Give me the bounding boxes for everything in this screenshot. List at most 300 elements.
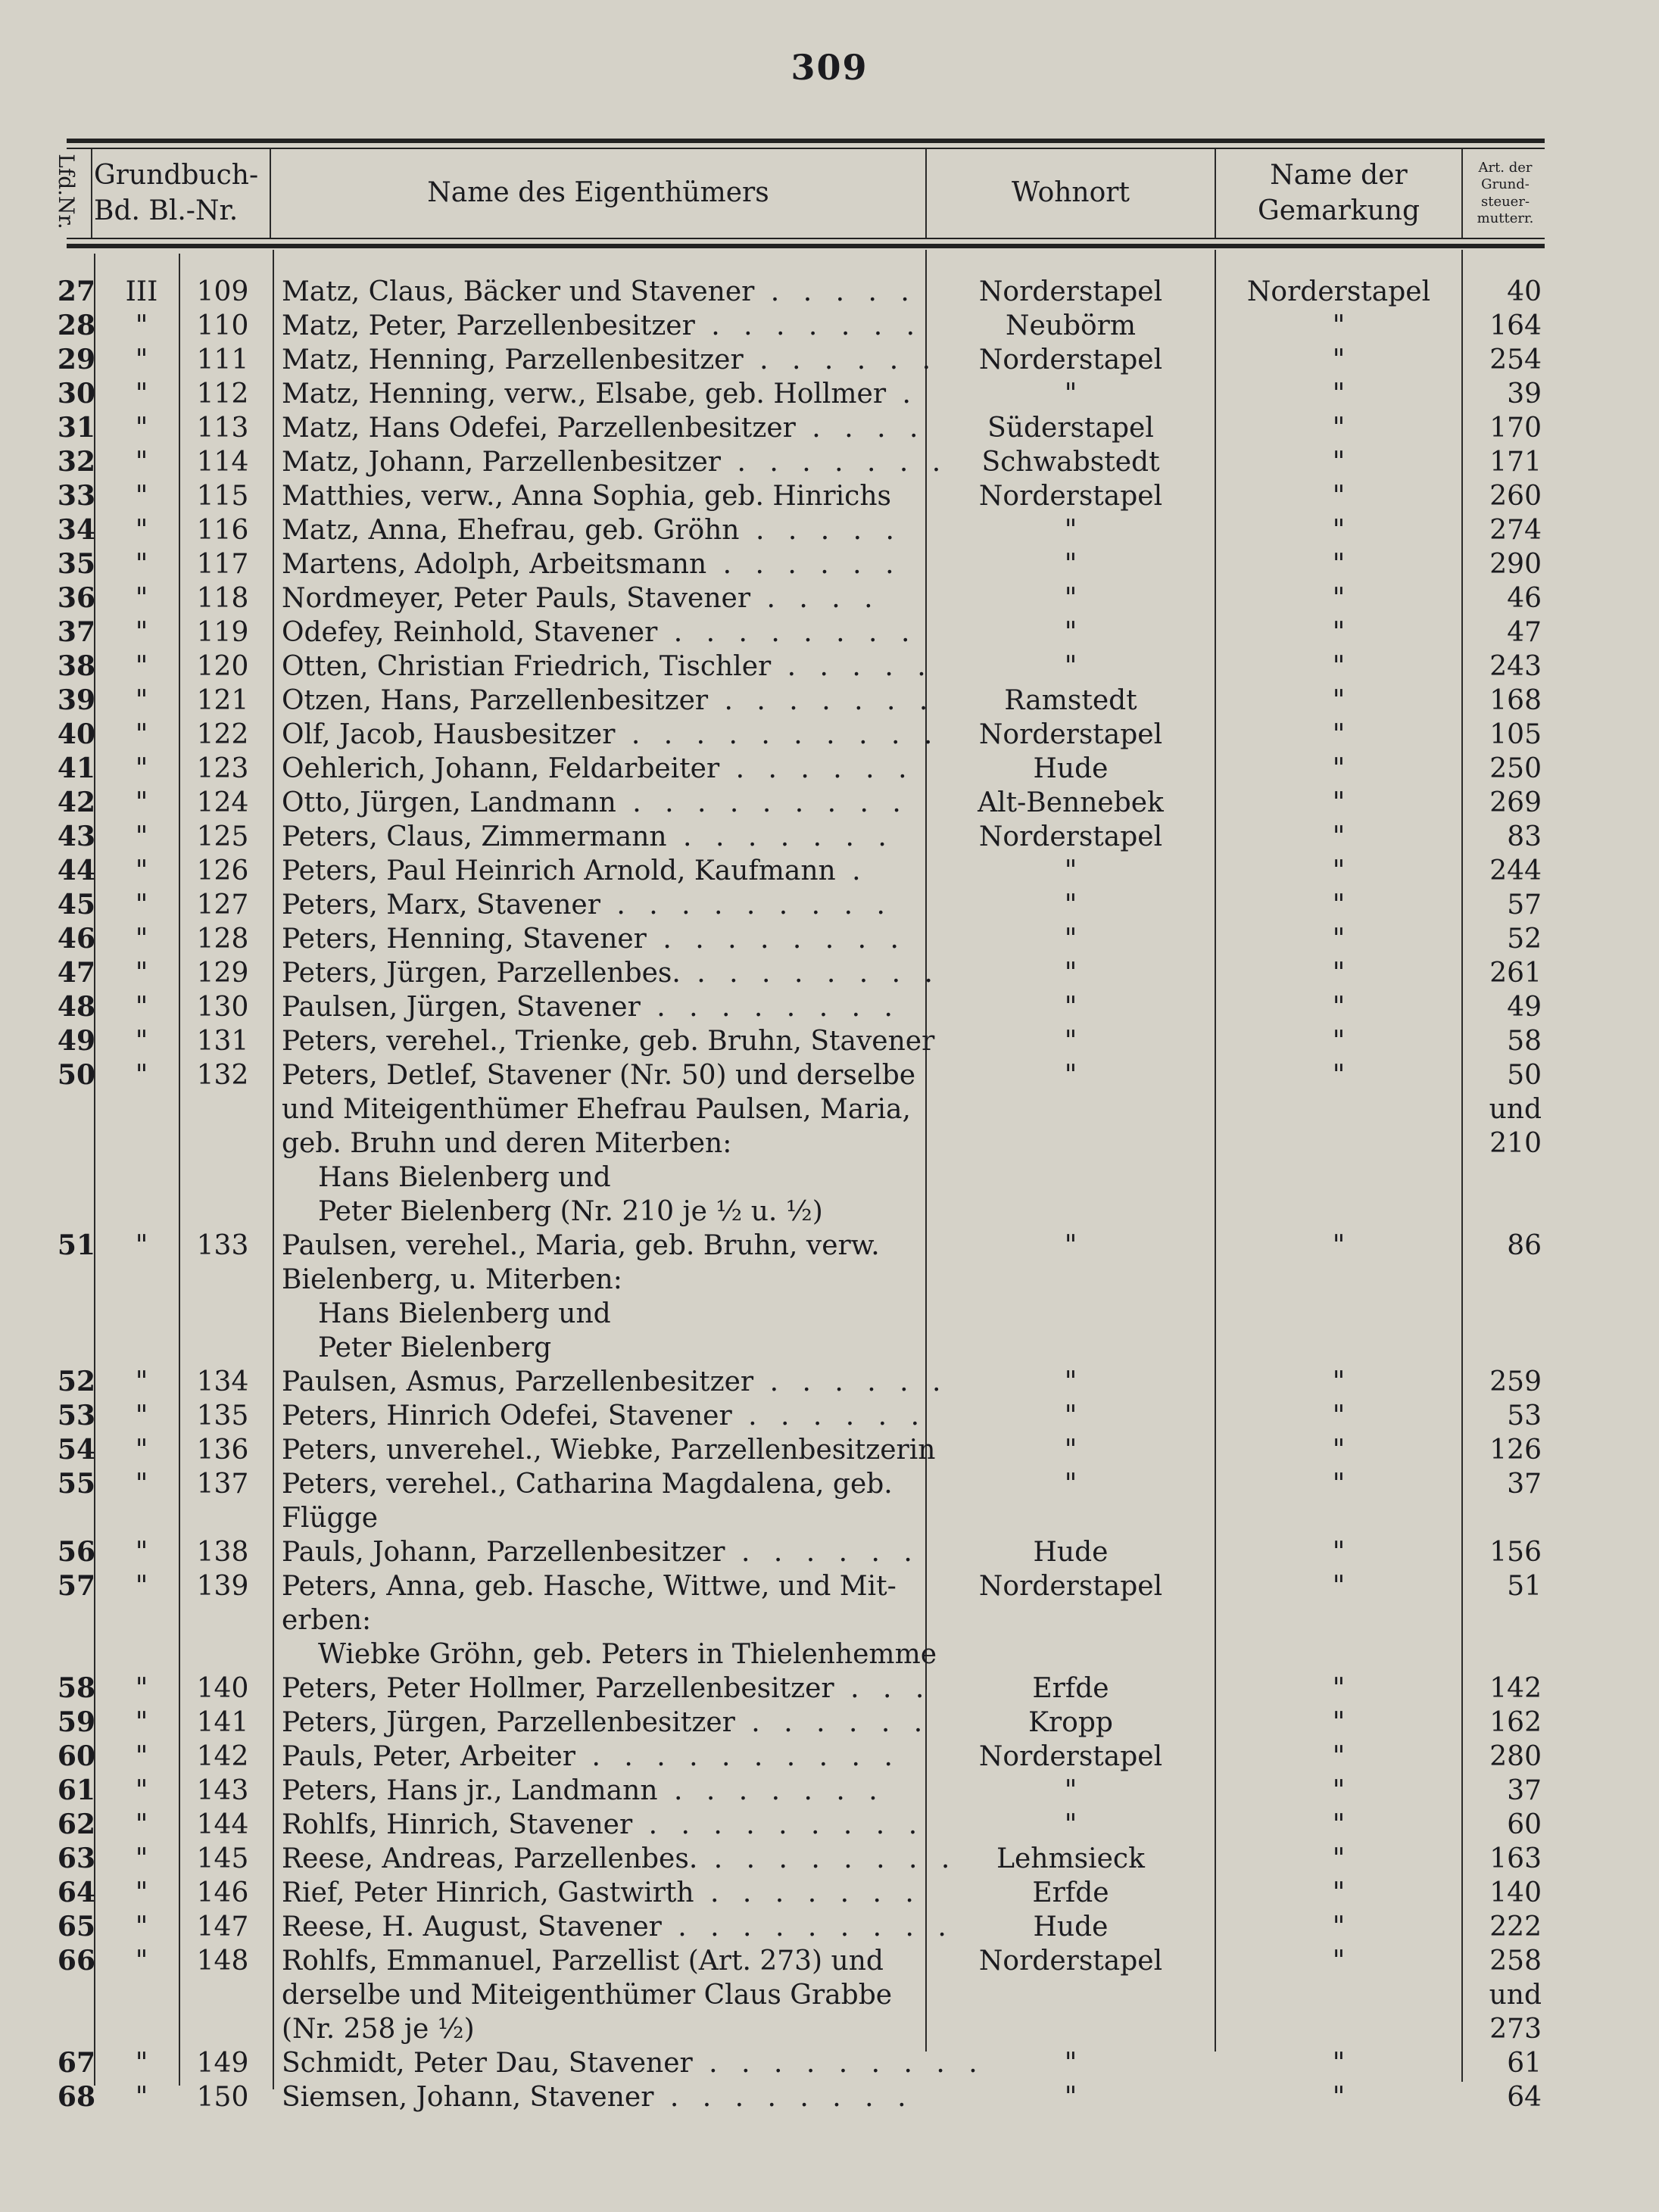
- row-wohnort: ": [1064, 2048, 1077, 2079]
- row-owner-name: [282, 343, 939, 377]
- row-band: ": [135, 2082, 148, 2113]
- table-row: [0, 1876, 1659, 1910]
- row-wohnort: ": [1064, 958, 1077, 989]
- row-owner-name-text: Reese, H. August, Stavener: [282, 1911, 662, 1943]
- row-owner-name: [282, 650, 934, 684]
- row-wohnort: ": [1064, 1026, 1077, 1057]
- row-artikel: 39: [1507, 379, 1542, 410]
- row-wohnort: Norderstapel: [978, 276, 1163, 307]
- row-band: ": [135, 379, 148, 410]
- row-wohnort: Lehmsieck: [996, 1843, 1145, 1874]
- row-owner-name: [282, 1365, 949, 1399]
- row-owner-name: [282, 479, 927, 513]
- row-blatt: 123: [196, 753, 249, 784]
- row-owner-name: [282, 1161, 963, 1195]
- row-owner-name-text: Matz, Peter, Parzellenbesitzer: [282, 310, 695, 341]
- row-wohnort: ": [1064, 515, 1077, 546]
- row-wohnort: ": [1064, 1400, 1077, 1432]
- row-band: ": [135, 344, 148, 375]
- row-leader-dots: . . . . . . .: [666, 821, 894, 852]
- row-leader-dots: . . . . . . . .: [653, 2082, 914, 2113]
- row-number: 27: [57, 276, 95, 307]
- row-number: 28: [57, 310, 95, 341]
- row-artikel: 86: [1507, 1230, 1542, 1261]
- row-wohnort: Neubörm: [1005, 310, 1137, 341]
- row-owner-name: [282, 1808, 927, 1842]
- row-band: ": [135, 787, 148, 818]
- row-number: 32: [57, 446, 95, 478]
- row-band: III: [125, 276, 158, 307]
- table-row: [0, 1365, 1659, 1399]
- row-wohnort: ": [1064, 1230, 1077, 1261]
- row-blatt: 116: [196, 515, 249, 546]
- row-number: 48: [57, 991, 95, 1023]
- row-band: ": [135, 1469, 148, 1500]
- row-number: 50: [57, 1059, 95, 1091]
- row-owner-name-text: Matz, Johann, Parzellenbesitzer: [282, 447, 722, 478]
- row-band: ": [135, 1707, 148, 1738]
- row-owner-name-text: Peters, verehel., Catharina Magdalena, geb.: [282, 1469, 893, 1500]
- row-leader-dots: . . . .: [795, 413, 926, 444]
- table-row: [0, 990, 1659, 1024]
- row-number: 40: [57, 718, 95, 750]
- header-divider: [1461, 149, 1463, 238]
- row-band: ": [135, 1741, 148, 1772]
- row-owner-name: [282, 1876, 927, 1910]
- row-blatt: 119: [196, 617, 249, 648]
- row-owner-name: [282, 1569, 927, 1603]
- row-wohnort: Alt-Bennebek: [978, 787, 1164, 818]
- row-owner-name: [282, 1501, 927, 1535]
- row-gemarkung: ": [1332, 685, 1346, 716]
- row-wohnort: ": [1064, 855, 1077, 886]
- row-gemarkung: ": [1332, 1877, 1346, 1908]
- row-owner-name: [282, 1297, 963, 1331]
- row-artikel: 37: [1507, 1469, 1542, 1500]
- row-number: 57: [57, 1570, 95, 1602]
- row-band: ": [135, 1537, 148, 1568]
- row-blatt: 133: [196, 1230, 249, 1261]
- row-wohnort: Norderstapel: [978, 1946, 1163, 1977]
- row-band: ": [135, 889, 148, 921]
- row-artikel: 259: [1489, 1366, 1542, 1397]
- row-owner-name: [282, 445, 949, 479]
- row-leader-dots: . . . . .: [739, 515, 902, 546]
- row-band: ": [135, 855, 148, 886]
- row-band: ": [135, 1775, 148, 1806]
- row-leader-dots: . . . . . . . .: [657, 617, 918, 648]
- row-leader-dots: . . . . . . . .: [640, 992, 900, 1023]
- row-gemarkung: ": [1332, 787, 1346, 818]
- row-owner-name-text: Peter Bielenberg (Nr. 210 je ½ u. ½): [318, 1196, 823, 1227]
- row-blatt: 120: [196, 651, 249, 682]
- row-number: 29: [57, 344, 95, 375]
- row-owner-name: [282, 2046, 985, 2080]
- row-leader-dots: . . . . . . .: [694, 310, 923, 341]
- row-blatt: 118: [196, 583, 249, 614]
- row-owner-name-text: Olf, Jacob, Hausbesitzer: [282, 719, 616, 750]
- row-owner-name-text: Matthies, verw., Anna Sophia, geb. Hinrichs: [282, 481, 891, 512]
- row-leader-dots: . . . . . . . .: [680, 958, 940, 989]
- row-owner-name-text: Peters, Marx, Stavener: [282, 889, 600, 921]
- row-artikel: 126: [1489, 1435, 1542, 1466]
- row-blatt: 150: [196, 2082, 249, 2113]
- row-artikel: 37: [1507, 1775, 1542, 1806]
- table-row: [0, 888, 1659, 922]
- row-artikel: 105: [1489, 719, 1542, 750]
- table-row: [0, 1535, 1659, 1569]
- row-owner-name-text: Peters, Claus, Zimmermann: [282, 821, 667, 852]
- row-wohnort: ": [1064, 549, 1077, 580]
- row-wohnort: Norderstapel: [978, 719, 1163, 750]
- row-artikel: 254: [1489, 344, 1542, 375]
- row-band: ": [135, 992, 148, 1023]
- table-row: [0, 1501, 1659, 1535]
- table-row: [0, 581, 1659, 615]
- row-band: ": [135, 1911, 148, 1943]
- row-band: ": [135, 1400, 148, 1432]
- row-wohnort: ": [1064, 1469, 1077, 1500]
- row-wohnort: Kropp: [1028, 1707, 1113, 1738]
- row-blatt: 110: [196, 310, 249, 341]
- row-owner-name: [282, 1706, 931, 1740]
- row-wohnort: Erfde: [1032, 1877, 1109, 1908]
- row-artikel: 168: [1489, 685, 1542, 716]
- table-row: [0, 1092, 1659, 1126]
- row-owner-name: [282, 1331, 963, 1365]
- table-row: [0, 513, 1659, 547]
- table-row: [0, 1944, 1659, 1978]
- table-row: [0, 1637, 1659, 1671]
- row-wohnort: Ramstedt: [1004, 685, 1137, 716]
- row-leader-dots: . . . . . . . . .: [692, 2048, 985, 2079]
- row-artikel: 210: [1489, 1128, 1542, 1159]
- row-artikel: 260: [1489, 481, 1542, 512]
- table-row: [0, 1433, 1659, 1467]
- row-leader-dots: . . . . . .: [734, 1707, 931, 1738]
- row-owner-name-text: Reese, Andreas, Parzellenbes.: [282, 1843, 698, 1874]
- row-blatt: 115: [196, 481, 249, 512]
- row-owner-name-text: derselbe und Miteigenthümer Claus Grabbe: [282, 1980, 893, 2011]
- row-owner-name: [282, 1126, 927, 1161]
- row-artikel: 273: [1489, 2014, 1542, 2045]
- row-artikel: 162: [1489, 1707, 1542, 1738]
- row-number: 63: [57, 1843, 95, 1874]
- row-leader-dots: . . . . . .: [706, 549, 902, 580]
- row-gemarkung: ": [1332, 1911, 1346, 1943]
- row-owner-name: [282, 956, 940, 990]
- row-owner-name: [282, 2080, 927, 2114]
- table-row: [0, 718, 1659, 752]
- row-owner-name-text: Peters, verehel., Trienke, geb. Bruhn, Stavener: [282, 1026, 935, 1057]
- row-owner-name: [282, 275, 927, 309]
- row-owner-name: [282, 1229, 927, 1263]
- row-number: 36: [57, 582, 95, 614]
- row-gemarkung: ": [1332, 924, 1346, 955]
- row-gemarkung: ": [1332, 651, 1346, 682]
- table-row: [0, 820, 1659, 854]
- row-band: ": [135, 549, 148, 580]
- row-blatt: 137: [196, 1469, 249, 1500]
- header-divider: [270, 149, 271, 238]
- page-number: 309: [791, 47, 868, 88]
- row-artikel: 163: [1489, 1843, 1542, 1874]
- row-wohnort: ": [1064, 583, 1077, 614]
- row-blatt: 144: [196, 1809, 249, 1840]
- table-row: [0, 411, 1659, 445]
- row-owner-name: [282, 1433, 936, 1467]
- row-owner-name-text: Matz, Anna, Ehefrau, geb. Gröhn: [282, 515, 740, 546]
- row-number: 54: [57, 1434, 95, 1466]
- row-gemarkung: ": [1332, 1775, 1346, 1806]
- header-gemarkung: Name der Gemarkung: [1257, 159, 1420, 226]
- table-row: [0, 1058, 1659, 1092]
- row-gemarkung: ": [1332, 481, 1346, 512]
- row-leader-dots: . . . . . . .: [657, 1775, 885, 1806]
- row-number: 59: [57, 1706, 95, 1738]
- row-owner-name-text: Nordmeyer, Peter Pauls, Stavener: [282, 583, 751, 614]
- row-number: 56: [57, 1536, 95, 1568]
- row-number: 38: [57, 650, 95, 682]
- row-leader-dots: . . . . . .: [725, 1537, 920, 1568]
- header-wohnort: Wohnort: [1012, 177, 1130, 209]
- table-row: [0, 650, 1659, 684]
- row-gemarkung: ": [1332, 1809, 1346, 1840]
- row-number: 66: [57, 1945, 95, 1977]
- row-owner-name: [282, 1195, 963, 1229]
- row-artikel: 61: [1507, 2048, 1542, 2079]
- table-row: [0, 1297, 1659, 1331]
- row-band: ": [135, 685, 148, 716]
- table-row: [0, 2080, 1659, 2114]
- row-owner-name-text: Peters, Hans jr., Landmann: [282, 1775, 658, 1806]
- table-row: [0, 1808, 1659, 1842]
- row-band: ": [135, 651, 148, 682]
- table-row: [0, 1263, 1659, 1297]
- row-artikel: 58: [1507, 1026, 1542, 1057]
- row-owner-name-text: Bielenberg, u. Miterben:: [282, 1264, 622, 1295]
- table-row: [0, 854, 1659, 888]
- row-blatt: 114: [196, 447, 249, 478]
- row-artikel: 274: [1489, 515, 1542, 546]
- row-gemarkung: ": [1332, 1537, 1346, 1568]
- row-blatt: 140: [196, 1673, 249, 1704]
- row-gemarkung: ": [1332, 719, 1346, 750]
- row-owner-name: [282, 718, 940, 752]
- row-band: ": [135, 583, 148, 614]
- row-wohnort: Süderstapel: [987, 413, 1154, 444]
- row-blatt: 142: [196, 1741, 249, 1772]
- row-owner-name: [282, 684, 936, 718]
- row-owner-name-text: Peters, Peter Hollmer, Parzellenbesitzer: [282, 1673, 834, 1704]
- row-band: ": [135, 924, 148, 955]
- row-owner-name: [282, 1671, 932, 1706]
- header-divider: [1215, 149, 1216, 238]
- row-band: ": [135, 1230, 148, 1261]
- table-row: [0, 922, 1659, 956]
- row-number: 55: [57, 1468, 95, 1500]
- row-wohnort: Hude: [1033, 1911, 1109, 1943]
- row-artikel: 156: [1489, 1537, 1542, 1568]
- table-row: [0, 343, 1659, 377]
- row-artikel: 60: [1507, 1809, 1542, 1840]
- row-band: ": [135, 1843, 148, 1874]
- table-row: [0, 1671, 1659, 1706]
- row-owner-name-text: Matz, Henning, verw., Elsabe, geb. Hollmer: [282, 379, 887, 410]
- row-gemarkung: ": [1332, 1060, 1346, 1091]
- row-owner-name-text: Peters, Henning, Stavener: [282, 924, 647, 955]
- row-number: 33: [57, 480, 95, 512]
- row-artikel: 222: [1489, 1911, 1542, 1943]
- row-number: 52: [57, 1366, 95, 1397]
- row-gemarkung: ": [1332, 1843, 1346, 1874]
- row-artikel: 64: [1507, 2082, 1542, 2113]
- row-owner-name: [282, 820, 927, 854]
- row-wohnort: ": [1064, 1435, 1077, 1466]
- row-owner-name: [282, 1535, 927, 1569]
- row-wohnort: ": [1064, 2082, 1077, 2113]
- row-number: 58: [57, 1672, 95, 1704]
- row-gemarkung: ": [1332, 583, 1346, 614]
- row-leader-dots: . . . . . .: [731, 1400, 928, 1432]
- row-blatt: 134: [196, 1366, 249, 1397]
- row-number: 35: [57, 548, 95, 580]
- row-owner-name-text: Paulsen, Jürgen, Stavener: [282, 992, 641, 1023]
- header-bd-bl: Bd. Bl.-Nr.: [94, 195, 239, 226]
- header-bottom-rule: [67, 238, 1545, 248]
- row-wohnort: ": [1064, 1775, 1077, 1806]
- row-owner-name-text: Odefey, Reinhold, Stavener: [282, 617, 658, 648]
- row-owner-name: [282, 581, 927, 615]
- row-blatt: 149: [196, 2048, 249, 2079]
- table-row: [0, 956, 1659, 990]
- row-number: 67: [57, 2047, 95, 2079]
- row-owner-name: [282, 1944, 927, 1978]
- row-artikel: 170: [1489, 413, 1542, 444]
- row-leader-dots: . . . . . . . . .: [661, 1911, 954, 1943]
- header-grundbuch: Grundbuch-: [94, 159, 259, 191]
- row-leader-dots: . . . . . . . .: [646, 924, 906, 955]
- row-blatt: 122: [196, 719, 249, 750]
- row-band: ": [135, 617, 148, 648]
- row-band: ": [135, 1571, 148, 1602]
- row-wohnort: Norderstapel: [978, 1741, 1163, 1772]
- row-band: ": [135, 1809, 148, 1840]
- table-row: [0, 1569, 1659, 1603]
- row-owner-name: [282, 1467, 927, 1501]
- row-gemarkung: ": [1332, 821, 1346, 852]
- row-blatt: 125: [196, 821, 249, 852]
- row-owner-name: [282, 309, 927, 343]
- row-wohnort: ": [1064, 992, 1077, 1023]
- table-row: [0, 1126, 1659, 1161]
- row-artikel: 243: [1489, 651, 1542, 682]
- header-divider: [925, 149, 927, 238]
- row-blatt: 139: [196, 1571, 249, 1602]
- row-owner-name: [282, 547, 927, 581]
- table-row: [0, 1467, 1659, 1501]
- row-owner-name-text: Otto, Jürgen, Landmann: [282, 787, 616, 818]
- row-blatt: 128: [196, 924, 249, 955]
- row-band: ": [135, 821, 148, 852]
- row-owner-name: [282, 411, 927, 445]
- row-number: 34: [57, 514, 95, 546]
- row-owner-name-text: Pauls, Peter, Arbeiter: [282, 1741, 576, 1772]
- row-number: 64: [57, 1877, 95, 1908]
- table-row: [0, 1024, 1659, 1058]
- row-blatt: 113: [196, 413, 249, 444]
- row-owner-name: [282, 1092, 927, 1126]
- row-artikel: 57: [1507, 889, 1542, 921]
- row-owner-name-text: Peters, Jürgen, Parzellenbes.: [282, 958, 681, 989]
- row-owner-name-text: Martens, Adolph, Arbeitsmann: [282, 549, 707, 580]
- row-wohnort: ": [1064, 1060, 1077, 1091]
- row-gemarkung: ": [1332, 1946, 1346, 1977]
- row-owner-name: [282, 1842, 958, 1876]
- row-number: 68: [57, 2081, 95, 2113]
- row-leader-dots: . . . . . . . .: [697, 1843, 958, 1874]
- header-divider: [91, 149, 92, 238]
- row-owner-name: [282, 2012, 927, 2046]
- row-leader-dots: . . . . . . . . . .: [575, 1741, 900, 1772]
- row-blatt: 148: [196, 1946, 249, 1977]
- table-row: [0, 1161, 1659, 1195]
- table-row: [0, 275, 1659, 309]
- row-blatt: 141: [196, 1707, 249, 1738]
- row-gemarkung: ": [1332, 344, 1346, 375]
- row-owner-name-text: (Nr. 258 je ½): [282, 2014, 475, 2045]
- row-leader-dots: . . . . . .: [753, 1366, 949, 1397]
- row-owner-name-text: Hans Bielenberg und: [318, 1162, 611, 1193]
- row-gemarkung: ": [1332, 515, 1346, 546]
- row-artikel: 164: [1489, 310, 1542, 341]
- row-artikel: und: [1489, 1980, 1542, 2011]
- row-blatt: 136: [196, 1435, 249, 1466]
- row-gemarkung: ": [1332, 617, 1346, 648]
- row-owner-name-text: Wiebke Gröhn, geb. Peters in Thielenhemme: [318, 1639, 937, 1670]
- row-artikel: 53: [1507, 1400, 1542, 1432]
- row-band: ": [135, 1026, 148, 1057]
- row-owner-name: [282, 1603, 927, 1637]
- row-artikel: 290: [1489, 549, 1542, 580]
- row-owner-name-text: erben:: [282, 1605, 372, 1636]
- row-owner-name: [282, 1263, 927, 1297]
- row-wohnort: Hude: [1033, 1537, 1109, 1568]
- row-number: 43: [57, 821, 95, 852]
- row-leader-dots: . . . . . . . . .: [632, 1809, 925, 1840]
- row-gemarkung: ": [1332, 753, 1346, 784]
- row-gemarkung: ": [1332, 2082, 1346, 2113]
- row-artikel: und: [1489, 1094, 1542, 1125]
- row-blatt: 124: [196, 787, 249, 818]
- row-band: ": [135, 447, 148, 478]
- row-gemarkung: ": [1332, 1707, 1346, 1738]
- row-gemarkung: ": [1332, 1435, 1346, 1466]
- row-leader-dots: . . . . . .: [719, 753, 915, 784]
- row-wohnort: ": [1064, 617, 1077, 648]
- row-band: ": [135, 1435, 148, 1466]
- row-blatt: 117: [196, 549, 249, 580]
- row-number: 61: [57, 1774, 95, 1806]
- row-owner-name-text: Rief, Peter Hinrich, Gastwirth: [282, 1877, 694, 1908]
- row-wohnort: Norderstapel: [978, 344, 1163, 375]
- row-wohnort: ": [1064, 379, 1077, 410]
- row-artikel: 171: [1489, 447, 1542, 478]
- row-blatt: 111: [196, 344, 249, 375]
- row-leader-dots: .: [835, 855, 868, 886]
- table-row: [0, 309, 1659, 343]
- table-row: [0, 1603, 1659, 1637]
